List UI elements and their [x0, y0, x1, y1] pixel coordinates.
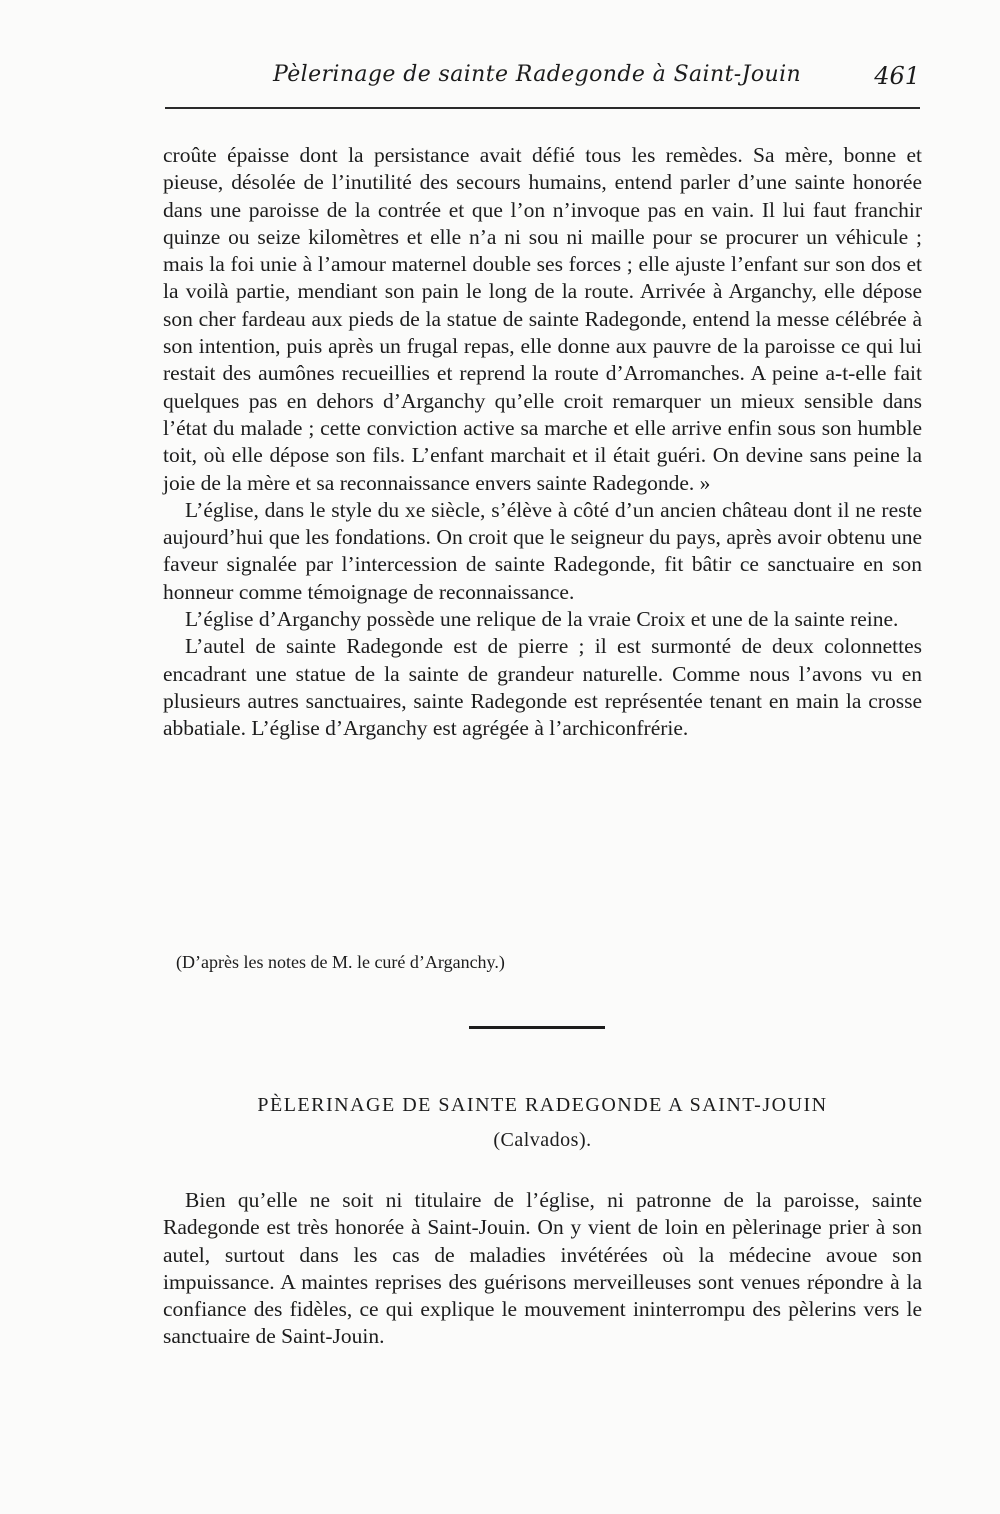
paragraph-relic: L’église d’Arganchy possède une relique de la vraie Croix et une de la sainte reine. [185, 607, 899, 632]
paragraph-continued: croûte épaisse dont la persistance avait défié tous les remèdes. Sa mère, bonne et pieuse, désolée de l’inutilité des secours humains, entend parler d’une sainte honorée dans une paroisse de la contrée et que l’on n’invoque pas en vain. Il lui faut franchir quinze ou seize kilomètres et elle n’a ni sou ni maille pour se procurer un véhicule ; mais la foi unie à l’amour maternel double ses forces ; elle ajuste l’enfant sur son dos et la voilà partie, mendiant son pain le long de la route. Arrivée à Arganchy, elle dépose son cher fardeau aux pieds de la statue de sainte Radegonde, entend la messe célébrée à son intention, puis après un frugal repas, elle donne aux pauvre de la paroisse ce qui lui restait des aumônes recueillies et reprend la route d’Arromanches. A peine a-t-elle fait quelques pas en dehors d’Arganchy qu’elle croit remarquer un mieux sensible dans l’état du malade ; cette conviction active sa marche et elle arrive enfin sous son humble toit, où elle dépose son fils. L’enfant marchait et il était guéri. On devine sans peine la joie de la mère et sa reconnaissance envers sainte Radegonde. » [163, 143, 922, 495]
running-head [165, 62, 920, 92]
section-text [163, 1187, 922, 1351]
source-note: (D’après les notes de M. le curé d’Arganchy.) [176, 952, 505, 972]
paragraph-church-style: L’église, dans le style du xe siècle, s’élève à côté d’un ancien château dont il ne reste aujourd’hui que les fondations. On croit que le seigneur du pays, après avoir obtenu une faveur signalée par l’intercession de sainte Radegonde, fit bâtir ce sanctuaire en son honneur comme témoignage de reconnaissance. [163, 497, 922, 604]
section-subtitle: (Calvados). [493, 1129, 592, 1151]
running-title: Pèlerinage de sainte Radegonde à Saint-Jouin [273, 62, 802, 87]
page-number: 461 [874, 62, 920, 90]
paragraph-altar: L’autel de sainte Radegonde est de pierre ; il est surmonté de deux colonnettes encadrant une statue de la sainte de grandeur naturelle. Comme nous l’avons vu en plusieurs autres sanctuaires, sainte Radegonde est représentée tenant en main la crosse abbatiale. L’église d’Arganchy est agrégée à l’archiconfrérie. [163, 634, 922, 741]
paragraph-saint-jouin: Bien qu’elle ne soit ni titulaire de l’église, ni patronne de la paroisse, sainte Radegonde est très honorée à Saint-Jouin. On y vient de loin en pèlerinage prier à son autel, surtout dans les cas de maladies invétérées où la médecine avoue son impuissance. A maintes reprises des guérisons merveilleuses sont venues répondre à la confiance des fidèles, ce qui explique le mouvement ininterrompu des pèlerins vers le sanctuaire de Saint-Jouin. [163, 1188, 922, 1349]
section-title: PÈLERINAGE DE SAINTE RADEGONDE A SAINT-JOUIN [257, 1094, 828, 1116]
header-rule [165, 107, 920, 109]
section-divider [469, 1026, 605, 1029]
main-text [163, 142, 922, 743]
